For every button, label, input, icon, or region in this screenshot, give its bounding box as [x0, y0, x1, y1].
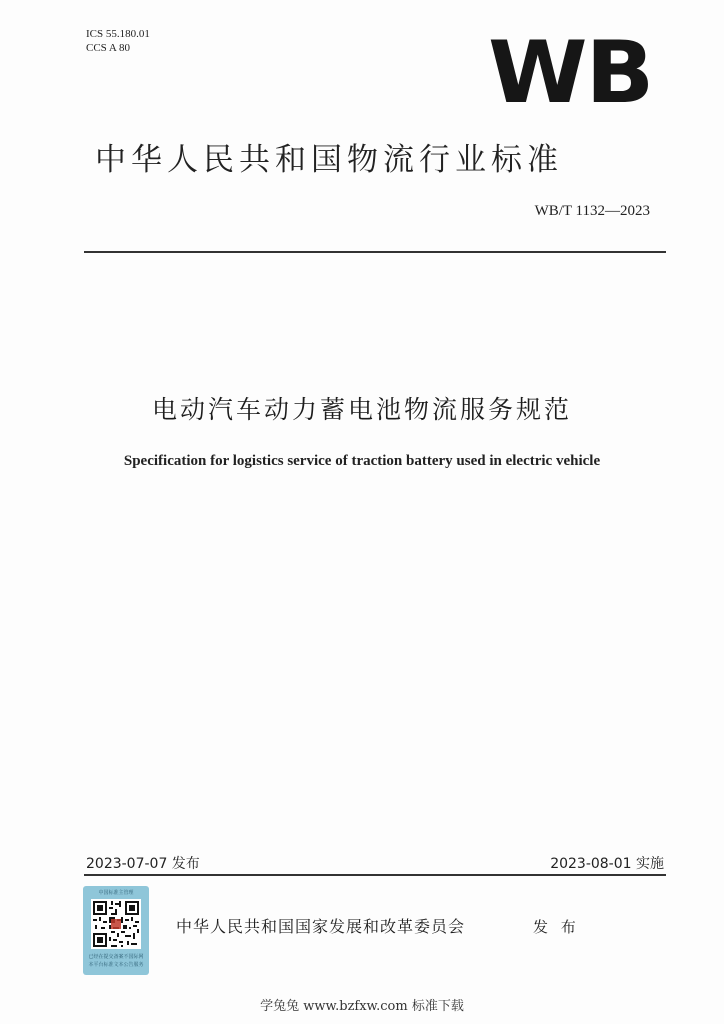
issue-date: 2023-07-07 发布 — [86, 856, 200, 872]
classification-codes — [86, 27, 150, 55]
title-english: Specification for logistics service of traction battery used in electric vehicle — [123, 453, 601, 469]
standard-type-heading: 中华人民共和国物流行业标准 — [95, 142, 563, 178]
implementation-date: 2023-08-01 实施 — [550, 856, 664, 872]
footer-watermark: 学兔兔 www.bzfxw.com 标准下载 — [260, 999, 464, 1014]
verification-badge[interactable] — [83, 886, 149, 975]
ccs-code: CCS A 80 — [86, 42, 131, 54]
standard-number: WB/T 1132—2023 — [534, 203, 650, 219]
issuing-authority: 中华人民共和国国家发展和改革委员会 — [176, 917, 466, 936]
qr-code-icon[interactable] — [91, 899, 141, 949]
issuing-action: 发 布 — [533, 918, 580, 936]
wb-logo: WB — [488, 23, 653, 123]
top-divider — [84, 251, 666, 253]
bottom-divider — [84, 874, 666, 876]
badge-title: 中国标准主管理 — [98, 890, 134, 896]
ics-code: ICS 55.180.01 — [86, 28, 150, 40]
title-chinese: 电动汽车动力蓄电池物流服务规范 — [151, 395, 572, 424]
badge-caption-2: 本平台标准文本公告服务 — [88, 962, 144, 968]
badge-caption-1: 已经在提交备案不国际网 — [88, 954, 144, 960]
